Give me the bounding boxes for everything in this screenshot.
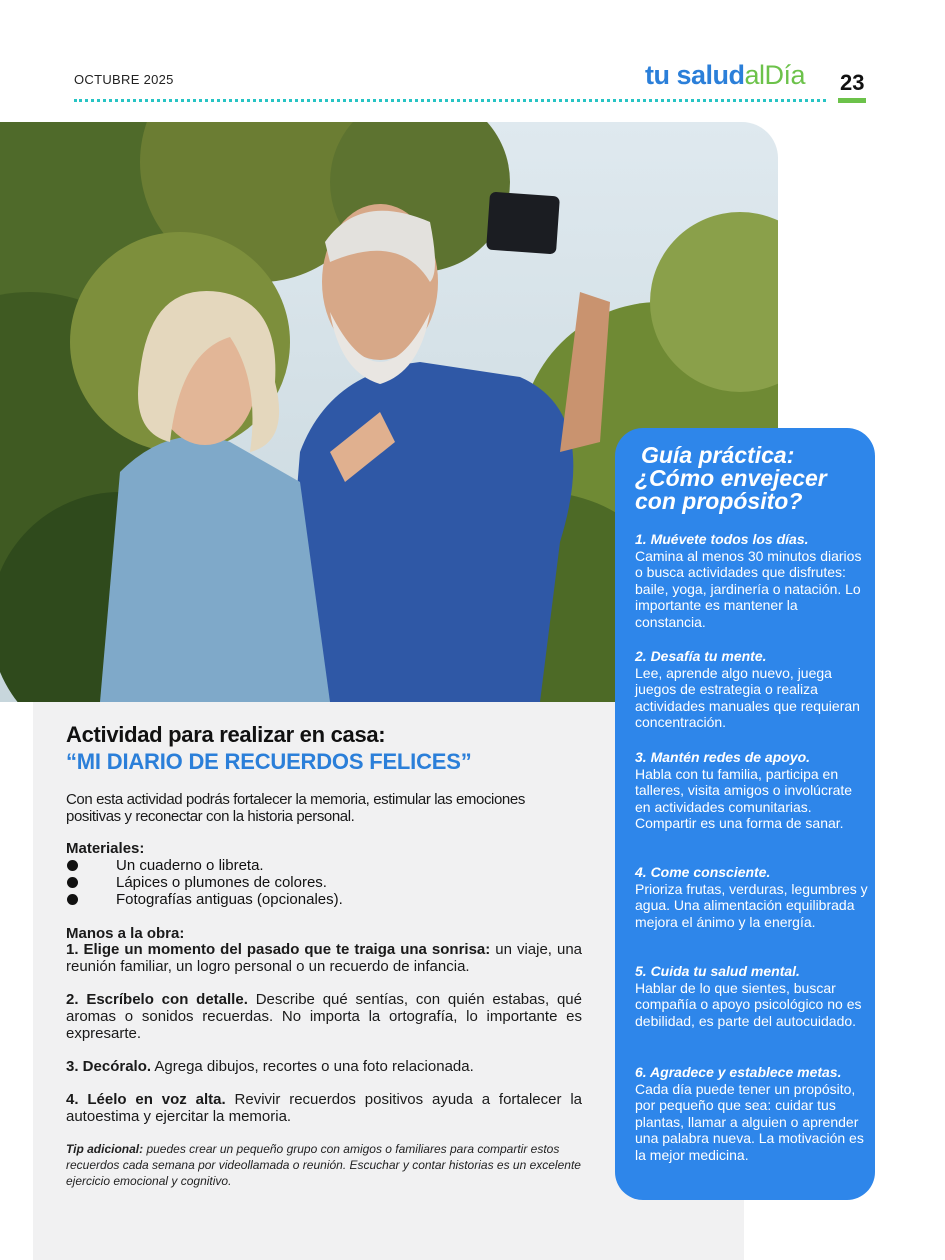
guide-item-heading: 5. Cuida tu salud mental.	[635, 963, 800, 979]
guide-title-line1: Guía práctica:	[641, 442, 795, 468]
tip-note	[66, 1141, 582, 1189]
guide-item-heading: 1. Muévete todos los días.	[635, 531, 809, 547]
step-2	[66, 991, 582, 1042]
guide-item	[635, 1064, 871, 1164]
guide-item	[635, 864, 871, 930]
material-text: Lápices o plumones de colores.	[116, 874, 327, 891]
step-1-text: un viaje, una reunión familiar, un logro personal o un recuerdo de infancia.	[66, 941, 582, 975]
tip-text: puedes crear un pequeño grupo con amigos o familiares para compartir estos recuerdos cada semana por videollamada o reunión. Escuchar y contar historias es un excelente ejercicio emocional y cognitivo.	[66, 1142, 581, 1188]
step-3-text: Agrega dibujos, recortes o una foto relacionada.	[151, 1058, 474, 1075]
step-4	[66, 1091, 582, 1125]
materials-heading: Materiales:	[66, 840, 145, 857]
guide-item-text: Hablar de lo que sientes, buscar compañía o apoyo psicológico no es debilidad, es parte del autocuidado.	[635, 979, 862, 1029]
guide-item-text: Habla con tu familia, participa en talleres, visita amigos o involúcrate en actividades comunitarias. Compartir es una forma de sanar.	[635, 765, 853, 832]
guide-item	[635, 963, 871, 1029]
activity-title: Actividad para realizar en casa:	[66, 722, 386, 747]
step-2-title: 2. Escríbelo con detalle.	[66, 991, 248, 1008]
list-item	[66, 857, 582, 874]
step-1-title: 1. Elige un momento del pasado que te traiga una sonrisa:	[66, 941, 491, 958]
guide-item-text: Cada día puede tener un propósito, por pequeño que sea: cuidar tus plantas, llamar a alguien o aprender una palabra nueva. La motivación es la mejor medicina.	[635, 1080, 864, 1163]
page-number-underline	[838, 98, 866, 103]
page-number: 23	[840, 70, 865, 95]
header-divider	[74, 99, 826, 102]
guide-item	[635, 531, 871, 631]
activity-subtitle: “MI DIARIO DE RECUERDOS FELICES”	[66, 749, 472, 774]
guide-item	[635, 648, 871, 731]
guide-item-text: Lee, aprende algo nuevo, juega juegos de estrategia o realiza actividades manuales que requieran concentración.	[635, 664, 860, 731]
list-item	[66, 891, 582, 908]
guide-item-heading: 6. Agradece y establece metas.	[635, 1064, 842, 1080]
guide-item-text: Camina al menos 30 minutos diarios o busca actividades que disfrutes: baile, yoga, jardinería o natación. Lo importante es mantener la constancia.	[635, 547, 862, 630]
logo-salud: salud	[676, 60, 745, 90]
bullet-icon	[67, 877, 78, 888]
steps-heading: Manos a la obra:	[66, 925, 185, 942]
logo-aldia: alDía	[744, 60, 806, 90]
step-2-text: Describe qué sentías, con quién estabas, qué aromas o sonidos recuerdas. No importa la ortografía, lo importante es expresarte.	[66, 991, 582, 1042]
material-text: Fotografías antiguas (opcionales).	[116, 891, 343, 908]
guide-item-heading: 3. Mantén redes de apoyo.	[635, 749, 811, 765]
list-item	[66, 874, 582, 891]
guide-title	[635, 444, 870, 513]
step-3-title: 3. Decóralo.	[66, 1058, 152, 1075]
issue-date: OCTUBRE 2025	[74, 72, 174, 87]
step-1	[66, 941, 582, 975]
guide-card	[615, 428, 875, 1200]
material-text: Un cuaderno o libreta.	[116, 857, 264, 874]
step-3	[66, 1058, 582, 1075]
logo-tu: tu	[645, 60, 670, 90]
guide-item-text: Prioriza frutas, verduras, legumbres y agua. Una alimentación equilibrada mejora el ánimo y la energía.	[635, 880, 868, 930]
guide-item-heading: 2. Desafía tu mente.	[635, 648, 767, 664]
guide-item-heading: 4. Come consciente.	[635, 864, 771, 880]
brand-logo	[645, 60, 805, 91]
materials-list	[66, 857, 582, 908]
guide-item	[635, 749, 871, 832]
activity-intro: Con esta actividad podrás fortalecer la memoria, estimular las emociones positivas y reconectar con la historia personal.	[66, 791, 525, 825]
step-4-title: 4. Léelo en voz alta.	[66, 1091, 226, 1108]
bullet-icon	[67, 894, 78, 905]
guide-title-line2: ¿Cómo envejecer con propósito?	[635, 465, 827, 514]
step-4-text: Revivir recuerdos positivos ayuda a fortalecer la autoestima y ejercitar la memoria.	[66, 1091, 582, 1125]
tip-label: Tip adicional:	[66, 1142, 144, 1156]
bullet-icon	[67, 860, 78, 871]
